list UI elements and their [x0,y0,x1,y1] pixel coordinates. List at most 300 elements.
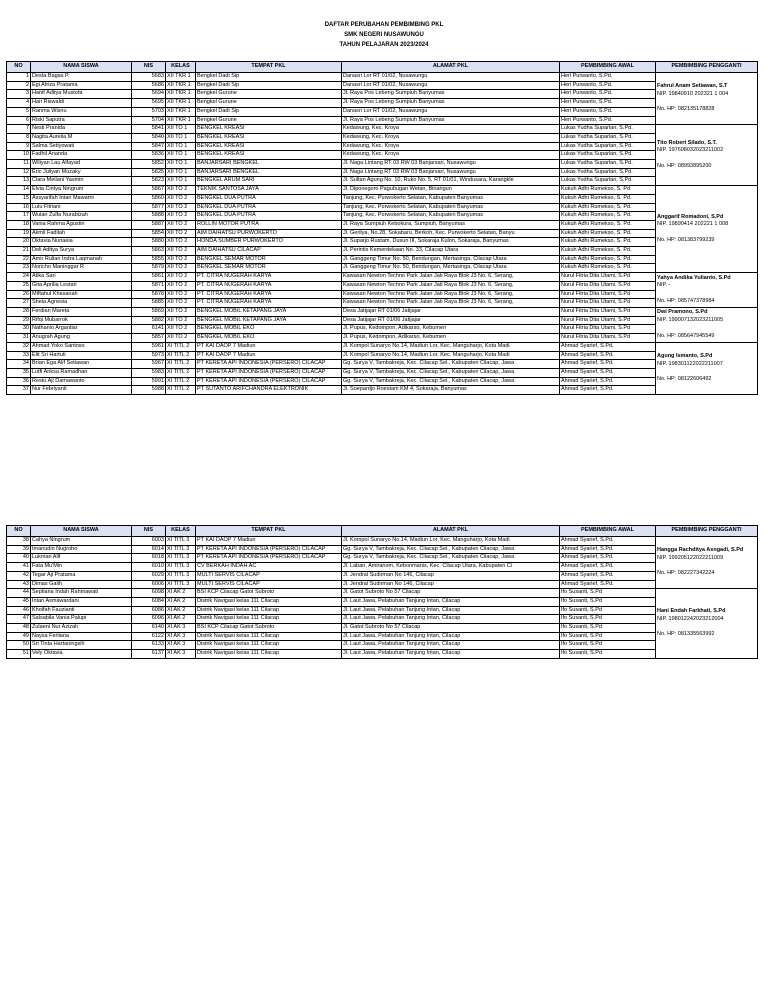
table-row [7,168,758,177]
student-class: XI TITL 3 [166,537,196,546]
row-number: 4 [7,99,31,108]
col-header-alamat: ALAMAT PKL [342,526,560,537]
row-number: 46 [7,606,31,615]
initial-supervisor: Ifo Susanti, S.Pd [560,641,656,650]
student-class: XI TITL 3 [166,554,196,563]
row-number: 23 [7,264,31,273]
initial-supervisor: Lukas Yudha Suparlan, S.Pd. [560,125,656,134]
student-name: Wulan Zulfa Nurabizah [31,212,132,221]
doc-title: DAFTAR PERUBAHAN PEMBIMBING PKL [324,22,444,28]
row-number: 28 [7,307,31,316]
pkl-place: PT KERETA API INDONESIA (PERSERO) CILACAP [196,545,342,554]
row-number: 45 [7,597,31,606]
student-nis: 5852 [132,160,166,169]
initial-supervisor: Ahmad Syarief, S.Pd. [560,545,656,554]
col-header-no: NO [7,526,31,537]
pkl-place: BENGKEL DUA PUTRA [196,194,342,203]
supervisor-phone: No. HP: 082135178828 [657,106,715,113]
pkl-address: Kawasan Newton Techno Park Jalan Jati Raya Blok J3 No. 6, Serang, [342,290,560,299]
initial-supervisor: Kukuh Adhi Rumekso, S. Pd. [560,212,656,221]
pkl-address: Jl. Raya Pos Lebeng Sumpiuh Banyumas [342,116,560,125]
spacer [657,98,756,106]
row-number: 40 [7,554,31,563]
student-name: Anugrah Agung [31,334,132,343]
student-class: XI AK 2 [166,589,196,598]
table-pembimbing-2 [6,525,758,659]
pkl-address: Kawasan Newton Techno Park Jalan Jati Raya Blok J3 No. 6, Serang, [342,281,560,290]
supervisor-nip: NIP. 199205122022211009 [657,554,724,561]
pkl-address: Jl. Sultan Agung No. 10, Ruko No. 5, RT 01/01, Windusara, Karangkle [342,177,560,186]
table-row [7,307,758,316]
pkl-place: BENGKEL DUA PUTRA [196,203,342,212]
pkl-place: PT. CITRA NUGERAH KARYA [196,299,342,308]
pkl-address: Jl. Kompol Sunaryo No.14, Madiun Lor, Kec. Manguharjo, Kota Madi [342,537,560,546]
school-name: SMK NEGERI NUSAWUNGU [344,32,424,38]
table-pembimbing-1 [6,61,758,395]
replacement-supervisor [656,186,758,273]
row-number: 48 [7,624,31,633]
pkl-place: BENGKEL DUA PUTRA [196,212,342,221]
row-number: 34 [7,360,31,369]
student-class: XII TO 2 [166,264,196,273]
pkl-place: TEKNIK SANTOSA JAYA [196,186,342,195]
student-name: Nathanio Argantiar [31,325,132,334]
pkl-address: Jl. Laban, Amiranom, Kebonmanis, Kec. Cilacap Utara, Kabupaten Ci [342,563,560,572]
initial-supervisor: Lukas Yudha Suparlan, S.Pd. [560,160,656,169]
student-class: XII TO 2 [166,220,196,229]
row-number: 5 [7,107,31,116]
pkl-address: Gg. Surya V, Tambakreja, Kec. Cilacap Sel., Kabupaten Cilacap, Jawa [342,360,560,369]
initial-supervisor: Nurul Fitria Dita Utami, S.Pd [560,299,656,308]
col-header-no: NO [7,62,31,73]
table-row [7,73,758,82]
student-nis: 6098 [132,589,166,598]
student-name: Amir Rulian Indra Laqmanah [31,255,132,264]
pkl-place: HONDA SUMBER PURWOKERTO [196,238,342,247]
pkl-place: CV BERKAH INDAH AC [196,563,342,572]
initial-supervisor: Nurul Fitria Dita Utami, S.Pd [560,290,656,299]
table-row [7,177,758,186]
student-class: XII TO 2 [166,212,196,221]
student-class: XII TO 1 [166,160,196,169]
student-nis: 6122 [132,632,166,641]
pkl-address: Desa Jatijajar RT 01/06 Jatijajar [342,307,560,316]
pkl-address: Gg. Surya V, Tambakreja, Kec. Cilacap Sel., Kabupaten Cilacap, Jawa [342,377,560,386]
col-header-tempat: TEMPAT PKL [196,62,342,73]
row-number: 27 [7,299,31,308]
student-nis: 6018 [132,554,166,563]
initial-supervisor: Heri Purwanto, S.Pd. [560,90,656,99]
pkl-address: Danasri Lor RT 01/02, Nusawungu [342,81,560,90]
pkl-place: BENGKEL KREASI [196,133,342,142]
pkl-address: Kedawung, Kec. Kroya [342,133,560,142]
table-row [7,545,758,554]
row-number: 10 [7,151,31,160]
student-name: Gita Aprilia Lestari [31,281,132,290]
student-class: XI AK 3 [166,641,196,650]
row-number: 33 [7,351,31,360]
student-nis: 5686 [132,81,166,90]
row-number: 30 [7,325,31,334]
supervisor-phone: No. HP: 08993895200 [657,163,712,170]
academic-year: TAHUN PELAJARAN 2023/2024 [339,42,429,48]
table-row [7,589,758,598]
student-class: XI TITL 2 [166,360,196,369]
col-header-kelas: KELAS [166,526,196,537]
pkl-place: BENGKEL KREASI [196,151,342,160]
student-nis: 6096 [132,615,166,624]
initial-supervisor: Heri Purwanto, S.Pd. [560,116,656,125]
student-name: Noricho Maninggar R [31,264,132,273]
student-name: Wiliyan Lau Alfayad [31,160,132,169]
row-number: 26 [7,290,31,299]
student-class: XI AK 3 [166,650,196,659]
table-row [7,99,758,108]
initial-supervisor: Ifo Susanti, S.Pd [560,615,656,624]
pkl-address: Jl. Pupus, Kedompon, Adikarso, Kebumen [342,325,560,334]
student-class: XI AK 3 [166,632,196,641]
pkl-place: BSI KCP Cilacap Gatot Subroto [196,589,342,598]
row-number: 47 [7,615,31,624]
initial-supervisor: Lukas Yudha Suparlan, S.Pd. [560,168,656,177]
student-name: Egi Afriza Pratama [31,81,132,90]
table-row [7,90,758,99]
student-nis: 5683 [132,73,166,82]
student-name: Oktavia Nuriaeia [31,238,132,247]
pkl-address: Danasri Lor RT 01/02, Nusawungu [342,107,560,116]
pkl-address: Jl. Diponegoro Pagubugan Wetan, Binangun [342,186,560,195]
supervisor-nip: NIP. 197608032023211002 [657,147,724,154]
student-name: Hari Riswaldi [31,99,132,108]
student-class: XII TO 1 [166,142,196,151]
student-class: XII TKR 1 [166,116,196,125]
student-nis: 6010 [132,563,166,572]
table-row [7,273,758,282]
student-name: Ranma Wisnu [31,107,132,116]
student-class: XII TO 1 [166,151,196,160]
table-row [7,151,758,160]
student-name: Tegar Aji Pratama [31,571,132,580]
supervisor-name: Hani Endah Farkhati, S.Pd [657,607,726,614]
pkl-place: BENGKEL SEMAR MOTOR [196,255,342,264]
supervisor-name: Fahrul Anam Setiawan, S.T [657,83,728,90]
student-nis: 5857 [132,334,166,343]
row-number: 38 [7,537,31,546]
student-class: XII TO 2 [166,334,196,343]
supervisor-nip: NIP. - [657,282,671,289]
pkl-address: Kedawung, Kec. Kroya [342,125,560,134]
student-name: Hanif Aditya Mustofa [31,90,132,99]
student-class: XII TO 2 [166,238,196,247]
pkl-address: Tanjung, Kec. Purwokerto Selatan, Kabupaten Banyumas [342,212,560,221]
supervisor-phone: No. HP: 085747378984 [657,297,715,304]
pkl-place: Distrik Navigasi kelas 111 Cilacap [196,650,342,659]
student-nis: 6086 [132,606,166,615]
initial-supervisor: Kukuh Adhi Rumekso, S. Pd [560,186,656,195]
table-row [7,264,758,273]
initial-supervisor: Heri Purwanto, S.Pd. [560,81,656,90]
student-nis: 5695 [132,99,166,108]
supervisor-name: Agung Ismanto, S.Pd [657,352,713,359]
student-nis: 5879 [132,264,166,273]
table-row [7,351,758,360]
initial-supervisor: Ifo Susanti, S.Pd [560,589,656,598]
pkl-place: ROLLIN MOTOR PUTRA [196,220,342,229]
pkl-place: Bengkel Dadi Sip [196,73,342,82]
student-name: Fata Mu'Min [31,563,132,572]
initial-supervisor: Ahmad Syarief, S.Pd. [560,342,656,351]
student-nis: 5694 [132,90,166,99]
student-class: XI TITL 3 [166,563,196,572]
pkl-place: PT KERETA API INDONESIA (PERSERO) CILACAP [196,554,342,563]
student-name: Nagita Aurelia M [31,133,132,142]
student-class: XII TKR 1 [166,107,196,116]
student-name: Lutfi Anksa Ramadhan [31,368,132,377]
pkl-address: Desa Jatijajar RT 01/06 Jatijajar [342,316,560,325]
table-row [7,377,758,386]
student-class: XI TITL 3 [166,580,196,589]
row-number: 49 [7,632,31,641]
student-nis: 5871 [132,281,166,290]
student-class: XII TO 2 [166,281,196,290]
row-number: 11 [7,160,31,169]
initial-supervisor: Kukuh Adhi Rumekso, S. Pd. [560,247,656,256]
table-row [7,386,758,395]
initial-supervisor: Nurul Fitria Dita Utami, S.Pd [560,273,656,282]
supervisor-phone: No. HP: 08122606492 [657,376,712,383]
pkl-place: BANJARSARI BENGKEL [196,160,342,169]
pkl-address: Jl. Ganggeng Timur No. 50, Bendungan, Mertasinga, Cilacap Utara [342,264,560,273]
table-row [7,632,758,641]
student-class: XII TO 2 [166,186,196,195]
row-number: 36 [7,377,31,386]
pkl-place: BANJARSARI BENGKEL [196,168,342,177]
initial-supervisor: Heri Purwanto, S.Pd. [560,99,656,108]
pkl-place: PT. CITRA NUGERAH KARYA [196,290,342,299]
pkl-address: Jl. Jendral Sudirman No 146, Cilacap [342,571,560,580]
row-number: 15 [7,194,31,203]
initial-supervisor: Kukuh Adhi Rumekso, S. Pd. [560,238,656,247]
student-class: XI AK 2 [166,615,196,624]
pkl-address: Jl. Suparjo Rustam, Dusun III, Sokaraja Kulon, Sokaraja, Banyumas [342,238,560,247]
student-class: XI AK 3 [166,624,196,633]
supervisor-name: Anggarif Romadoni, S.Pd [657,213,724,220]
initial-supervisor: Lukas Yudha Suparlan, S.Pd. [560,133,656,142]
row-number: 1 [7,73,31,82]
row-number: 35 [7,368,31,377]
student-class: XI TITL 3 [166,571,196,580]
student-class: XI TITL 2 [166,386,196,395]
table-row [7,368,758,377]
supervisor-name: Hangga Rachditya Asngadi, S.Pd [657,547,744,554]
table-row [7,325,758,334]
pkl-address: Jl. Ganggeng Timur No. 50, Bendungan, Mertasinga, Cilacap Utara [342,255,560,264]
row-number: 32 [7,342,31,351]
student-class: XI AK 2 [166,597,196,606]
replacement-supervisor [656,273,758,308]
table-row [7,203,758,212]
pkl-place: Bengkel Gurune [196,90,342,99]
student-nis: 6006 [132,580,166,589]
table-row [7,186,758,195]
table-row [7,571,758,580]
row-number: 13 [7,177,31,186]
student-class: XI TITL 3 [166,545,196,554]
table-row [7,624,758,633]
student-nis: 5863 [132,247,166,256]
col-header-kelas: KELAS [166,62,196,73]
initial-supervisor: Nurul Fitria Dita Utami, S.Pd [560,325,656,334]
pkl-address: Gg. Surya V, Tambakreja, Kec. Cilacap Sel., Kabupaten Cilacap, Jawa [342,368,560,377]
student-nis: 5967 [132,360,166,369]
student-nis: 5983 [132,368,166,377]
student-nis: 5869 [132,307,166,316]
student-name: Brian Ega Alif Setiawan [31,360,132,369]
row-number: 39 [7,545,31,554]
student-name: Elit Sri Hartuti [31,351,132,360]
initial-supervisor: Kukuh Adhi Rumekso, S. Pd. [560,264,656,273]
row-number: 31 [7,334,31,343]
spacer [657,290,756,298]
table-row [7,194,758,203]
supervisor-name: Tito Robert Silado, S.T. [657,139,717,146]
student-name: Naysa Ferliana [31,632,132,641]
table-row [7,615,758,624]
initial-supervisor: Ifo Susanti, S.Pd [560,606,656,615]
pkl-address: Jl. Kompol Sunaryo No.14, Madiun Lor, Kec. Manguharjo, Kota Madi [342,342,560,351]
supervisor-nip: NIP. 198012242023212004 [657,615,724,622]
row-number: 7 [7,125,31,134]
initial-supervisor: Ahmad Syarief, S.Pd. [560,580,656,589]
initial-supervisor: Kukuh Adhi Rumekso, S. Pd. [560,194,656,203]
pkl-place: PT. CITRA NUGERAH KARYA [196,281,342,290]
table-row [7,281,758,290]
pkl-address: Jl. Laut Jawa, Pelabuhan Tanjung Intan, Cilacap [342,606,560,615]
student-name: Septiana Indah Rahmawati [31,589,132,598]
student-class: XII TO 1 [166,125,196,134]
pkl-address: Jl. Laut Jawa, Pelabuhan Tanjung Intan, Cilacap [342,650,560,659]
initial-supervisor: Ahmad Syarief, S.Pd. [560,368,656,377]
pkl-address: Kawasan Newton Techno Park Jalan Jati Raya Blok J3 No. 6, Serang, [342,299,560,308]
row-number: 14 [7,186,31,195]
pkl-place: Distrik Navigasi kelas 111 Cilacap [196,606,342,615]
student-nis: 5841 [132,125,166,134]
pkl-address: Tanjung, Kec. Purwokerto Selatan, Kabupaten Banyumas [342,194,560,203]
pkl-place: BENGKEL KREASI [196,142,342,151]
pkl-place: PT SUTANTO ARIFCHANDRA ELEKTRONIK [196,386,342,395]
table-row [7,133,758,142]
row-number: 25 [7,281,31,290]
student-nis: 5704 [132,116,166,125]
row-number: 21 [7,247,31,256]
pkl-place: PT KAI DAOP 7 Madiun [196,351,342,360]
student-name: Restu Aji Damawanto [31,377,132,386]
student-nis: 5988 [132,386,166,395]
row-number: 18 [7,220,31,229]
student-class: XII TO 2 [166,203,196,212]
pkl-address: Tanjung, Kec. Purwokerto Selatan, Kabupaten Banyumas [342,203,560,212]
table-row [7,597,758,606]
initial-supervisor: Ahmad Syarief, S.Pd. [560,351,656,360]
table-row [7,238,758,247]
table-row [7,334,758,343]
spacer [657,623,756,631]
pkl-place: BENGKEL MOBIL EKO [196,325,342,334]
student-nis: 5855 [132,255,166,264]
pkl-place: PT KERETA API INDONESIA (PERSERO) CILACAP [196,368,342,377]
col-header-nis: NIS [132,62,166,73]
student-class: XII TO 2 [166,290,196,299]
student-name: Cahya Ningrum [31,537,132,546]
row-number: 43 [7,580,31,589]
pkl-address: Danasri Lor RT 01/02, Nusawungu [342,73,560,82]
pkl-place: BENGKEL KREASI [196,125,342,134]
row-number: 2 [7,81,31,90]
pkl-address: Jl. Laut Jawa, Pelabuhan Tanjung Intan, Cilacap [342,641,560,650]
supervisor-phone: No. HP: 081335563992 [657,631,715,638]
pkl-place: BENGKEL MOBIL EKO [196,334,342,343]
initial-supervisor: Ifo Susanti, S.Pd [560,597,656,606]
student-nis: 5877 [132,203,166,212]
initial-supervisor: Nurul Fitria Dita Utami, S.Pd [560,307,656,316]
spacer [657,562,756,570]
pkl-place: AIM DAIHATSU CILACAP [196,247,342,256]
student-name: Elvia Cintya Ningrum [31,186,132,195]
pkl-address: Jl. Naga Lintang RT 03 RW 03 Banjarsari, Nusawungu [342,160,560,169]
pkl-place: PT. CITRA NUGERAH KARYA [196,273,342,282]
pkl-address: Jl. Gerilya, No.28, Sokabaru, Berkoh, Kec. Purwokerto Selatan, Banyu [342,229,560,238]
spacer [657,325,756,333]
student-name: Vania Rahma Agustin [31,220,132,229]
initial-supervisor: Lukas Yudha Suparlan, S.Pd. [560,177,656,186]
student-nis: 5825 [132,168,166,177]
student-name: Vely Oktavia [31,650,132,659]
student-class: XII TO 1 [166,177,196,186]
table-row [7,247,758,256]
replacement-supervisor [656,342,758,394]
initial-supervisor: Ifo Susanti, S.Pd [560,632,656,641]
student-nis: 5882 [132,316,166,325]
initial-supervisor: Lukas Yudha Suparlan, S.Pd. [560,151,656,160]
table-row [7,229,758,238]
table-row [7,220,758,229]
student-class: XII TO 1 [166,168,196,177]
pkl-address: Jl. Gatot Subroto No 57 Cilacap [342,624,560,633]
student-class: XII TO 2 [166,299,196,308]
row-number: 16 [7,203,31,212]
student-name: Rifqi Mubarrok [31,316,132,325]
initial-supervisor: Nurul Fitria Dita Utami, S.Pd [560,334,656,343]
pkl-place: Bengkel Dadi Sip [196,81,342,90]
pkl-place: BENGKEL MOBIL KETAPANG JAYA [196,307,342,316]
table-row [7,212,758,221]
table-row [7,142,758,151]
student-nis: 6084 [132,597,166,606]
initial-supervisor: Ifo Susanti, S.Pd [560,624,656,633]
student-name: Atika Sari [31,273,132,282]
initial-supervisor: Ahmad Syarief, S.Pd. [560,554,656,563]
student-nis: 5885 [132,299,166,308]
initial-supervisor: Ahmad Syarief, S.Pd. [560,571,656,580]
col-header-awal: PEMBIMBING AWAL [560,526,656,537]
student-name: Deli Aditya Surya [31,247,132,256]
table-row [7,81,758,90]
supervisor-name: Yahya Andika Yulianto, S.Pd [657,274,731,281]
pkl-address: Jl. Raya Pos Lebeng Sumpiuh Banyumas [342,90,560,99]
student-name: Akmil Fadilah [31,229,132,238]
col-header-nis: NIS [132,526,166,537]
student-nis: 5887 [132,220,166,229]
